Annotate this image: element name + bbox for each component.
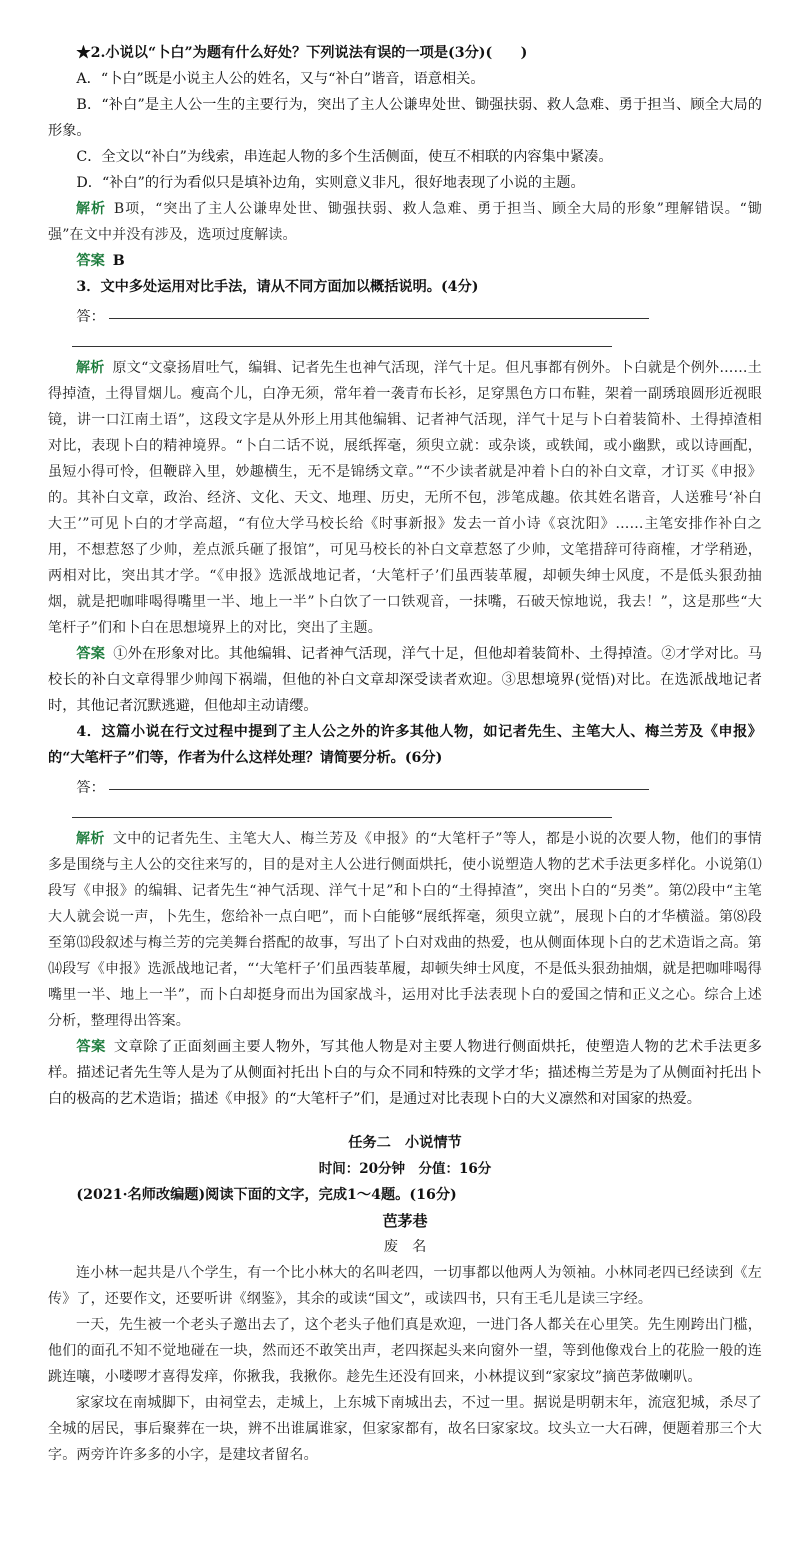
answer-label: 答案 [76, 1039, 106, 1055]
section-gap [48, 1112, 762, 1130]
task-2 [48, 1130, 762, 1468]
analysis-text: B项，“突出了主人公谦卑处世、锄强扶弱、救人急难、勇于担当、顾全大局的形象”理解错误。“锄强”在文中并没有涉及，选项过度解读。 [48, 201, 762, 243]
option-b: B．“补白”是主人公一生的主要行为，突出了主人公谦卑处世、锄强扶弱、救人急难、勇于担当、顾全大局的形象。 [48, 97, 762, 139]
story-author: 废 名 [383, 1239, 427, 1255]
story-paragraph-2: 一天，先生被一个老头子邀出去了，这个老头子他们真是欢迎，一进门各人都关在心里笑。先生刚跨出门槛，他们的面孔不知不觉地碰在一块，然而还不敢笑出声，老四探起头来向窗外一望，等到他像戏台上的花脸一般的连跳连嚷，小喽啰才喜得发痒，你揪我，我揪你。趁先生还没有回来，小林提议到“家家坟”摘芭茅做喇叭。 [48, 1317, 762, 1385]
option-a: A．“卜白”既是小说主人公的姓名，又与“补白”谐音，语意相关。 [76, 71, 485, 87]
story-title: 芭茅巷 [382, 1212, 428, 1230]
question-2-answer [48, 248, 762, 274]
answer-label: 答案 [76, 646, 106, 662]
answer-text: 文章除了正面刻画主要人物外，写其他人物是对主要人物进行侧面烘托，使塑造人物的艺术手法更多样。描述记者先生等人是为了从侧面衬托出卜白的与众不同和特殊的文学才华；描述梅兰芳是为了从侧面衬托出卜白的极高的艺术造诣；描述《申报》的“大笔杆子”们，是通过对比表现卜白的大义凛然和对国家的热爱。 [48, 1039, 762, 1107]
answer-prompt: 答： [76, 780, 105, 796]
answer-text: B [112, 253, 125, 269]
answer-underline [109, 318, 649, 319]
question-2 [48, 40, 762, 274]
analysis-label: 解析 [76, 831, 105, 847]
answer-underline-2 [72, 817, 612, 818]
task-instruction: (2021·名师改编题)阅读下面的文字，完成1～4题。(16分) [76, 1187, 457, 1203]
story-paragraph-3: 家家坟在南城脚下，由祠堂去，走城上，上东城下南城出去，不过一里。据说是明朝末年，流寇犯城，杀尽了全城的居民，事后聚葬在一块，辨不出谁属谁家，但家家都有，故名曰家家坟。坟头立一大石碑，便题着那三个大字。两旁许许多多的小字，是建坟者留名。 [48, 1395, 762, 1463]
analysis-label: 解析 [76, 201, 106, 217]
question-3 [48, 274, 762, 719]
answer-line [48, 771, 762, 797]
question-4-answer [48, 1034, 762, 1112]
question-4-stem: 4．这篇小说在行文过程中提到了主人公之外的许多其他人物，如记者先生、主笔大人、梅兰芳及《申报》的“大笔杆子”们等，作者为什么这样处理？请简要分析。(6分) [48, 724, 762, 766]
question-2-analysis [48, 196, 762, 248]
analysis-text: 文中的记者先生、主笔大人、梅兰芳及《申报》的“大笔杆子”等人，都是小说的次要人物，他们的事情多是围绕与主人公的交往来写的，目的是对主人公进行侧面烘托，使小说塑造人物的艺术手法更多样化。小说第⑴段写《申报》的编辑、记者先生“神气活现、洋气十足”和卜白的“土得掉渣”，突出卜白的“另类”。第⑵段中“主笔大人就会说一声，卜先生，您给补一点白吧”，而卜白能够“展纸挥毫，须臾立就”，展现卜白的才华横溢。第⑻段至第⒀段叙述与梅兰芳的完美舞台搭配的故事，写出了卜白对戏曲的热爱，也从侧面体现卜白的艺术造诣之高。第⒁段写《申报》选派战地记者，“‘大笔杆子’们虽西装革履，却顿失绅士风度，不是低头狠劲抽烟，就是把咖啡喝得嘴里一半、地上一半”，而卜白却挺身而出为国家战斗，运用对比手法表现卜白的爱国之情和正义之心。综合上述分析，整理得出答案。 [48, 831, 763, 1029]
answer-label: 答案 [76, 253, 105, 269]
answer-prompt: 答： [76, 309, 105, 325]
answer-underline-2 [72, 346, 612, 347]
story-paragraph-1: 连小林一起共是八个学生，有一个比小林大的名叫老四，一切事都以他两人为领袖。小林同老四已经读到《左传》了，还要作文，还要听讲《纲鉴》，其余的或读“国文”，或读四书，只有王毛儿是读三字经。 [48, 1265, 762, 1307]
answer-underline [109, 789, 649, 790]
question-3-analysis [48, 355, 762, 641]
answer-text: ①外在形象对比。其他编辑、记者神气活现，洋气十足，但他却着装简朴、土得掉渣。②才学对比。马校长的补白文章得罪少帅闯下祸端，但他的补白文章却深受读者欢迎。③思想境界(觉悟)对比。在选派战地记者时，其他记者沉默逃避，但他却主动请缨。 [48, 646, 762, 714]
question-2-stem: ★2.小说以“卜白”为题有什么好处？下列说法有误的一项是(3分)( ) [76, 45, 528, 61]
task-meta: 时间：20分钟 分值：16分 [318, 1161, 492, 1177]
option-c: C．全文以“补白”为线索，串连起人物的多个生活侧面，使互不相联的内容集中紧凑。 [76, 149, 613, 165]
document-page [48, 40, 762, 1468]
question-3-stem: 3．文中多处运用对比手法，请从不同方面加以概括说明。(4分) [76, 279, 479, 295]
question-4 [48, 719, 762, 1112]
task-title: 任务二 小说情节 [348, 1135, 462, 1151]
analysis-text: 原文“文豪扬眉吐气，编辑、记者先生也神气活现，洋气十足。但凡事都有例外。卜白就是个例外……土得掉渣，土得冒烟儿。瘦高个儿，白净无须，常年着一袭青布长衫，足穿黑色方口布鞋，架着一副琇琅圆形近视眼镜，讲一口江南土语”，这段文字是从外形上用其他编辑、记者神气活现，洋气十足与卜白着装简朴、土得掉渣相对比，表现卜白的精神境界。“卜白二话不说，展纸挥毫，须臾立就：或杂谈，或轶闻，或小幽默，或以诗画配，虽短小得可怜，但鞭辟入里，妙趣横生，无不是锦绣文章。”“不少读者就是冲着卜白的补白文章，才订买《申报》的。其补白文章，政治、经济、文化、天文、地理、历史，无所不包，涉笔成趣。依其姓名谐音，人送雅号‘补白大王’”可见卜白的才学高超，“有位大学马校长给《时事新报》发去一首小诗《哀沈阳》……主笔安排作补白之用，不想惹怒了少帅，差点派兵砸了报馆”，可见马校长的补白文章惹怒了少帅，文笔措辞可待商榷，才学稍逊，两相对比，突出其才学。“《申报》选派战地记者，‘大笔杆子’们虽西装革履，却顿失绅士风度，不是低头狠劲抽烟，就是把咖啡喝得嘴里一半、地上一半”卜白饮了一口铁观音，一抹嘴，石破天惊地说，我去！”，这是那些“大笔杆子”们和卜白在思想境界上的对比，突出了主题。 [48, 360, 762, 636]
analysis-label: 解析 [76, 360, 105, 376]
question-4-analysis [48, 826, 762, 1034]
answer-line [48, 300, 762, 326]
question-3-answer [48, 641, 762, 719]
option-d: D．“补白”的行为看似只是填补边角，实则意义非凡，很好地表现了小说的主题。 [76, 175, 585, 191]
